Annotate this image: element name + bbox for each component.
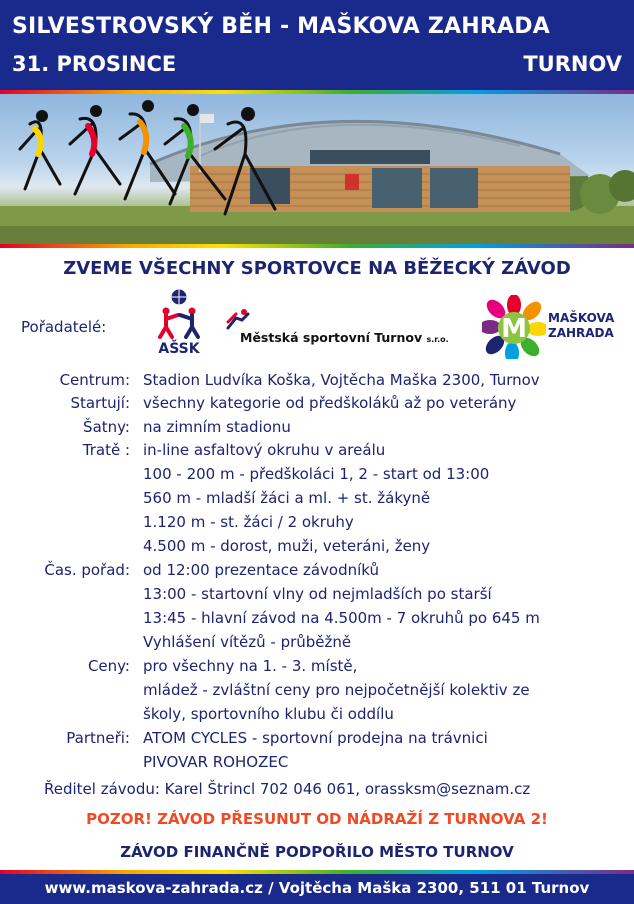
trate-line-4: 1.120 m - st. žáci / 2 okruhy (143, 513, 354, 531)
ceny-line-3: školy, sportovního klubu či oddílu (143, 705, 394, 723)
organizers-label: Pořadatelé: (21, 318, 107, 336)
stadium-illustration (0, 94, 634, 244)
centrum-value: Stadion Ludvíka Koška, Vojtěcha Maška 2300, Turnov (143, 371, 540, 389)
startuji-label: Startují: (70, 394, 130, 412)
trate-line-5: 4.500 m - dorost, muži, veteráni, ženy (143, 537, 431, 555)
event-title: SILVESTROVSKÝ BĚH - MAŠKOVA ZAHRADA (12, 14, 550, 39)
maskova-zahrada-name (548, 311, 614, 341)
casovy-line-1: od 12:00 prezentace závodníků (143, 561, 380, 579)
header-banner (0, 0, 634, 90)
mz-letter: M (501, 314, 527, 344)
assk-logo (156, 287, 202, 357)
trate-label: Tratě : (82, 441, 130, 459)
maskova-zahrada-logo (482, 295, 622, 359)
casovy-line-3: 13:45 - hlavní závod na 4.500m - 7 okruhů po 645 m (143, 609, 540, 627)
event-town: TURNOV (523, 52, 622, 76)
partneri-line-1: ATOM CYCLES - sportovní prodejna na trávnici (143, 729, 488, 747)
startuji-value: všechny kategorie od předškoláků až po veterány (143, 394, 517, 412)
satny-value: na zimním stadionu (143, 418, 291, 436)
satny-label: Šatny: (83, 418, 130, 436)
casovy-label: Čas. pořad: (44, 561, 130, 579)
rainbow-stripe-photo (0, 244, 634, 248)
trate-line-1: in-line asfaltový okruhu v areálu (143, 441, 386, 459)
mst-name: Městská sportovní Turnov (240, 330, 423, 345)
assk-logo-text: AŠSK (158, 341, 200, 357)
assk-figures-icon (156, 287, 202, 339)
funding-note: ZÁVOD FINANČNĚ PODPOŘILO MĚSTO TURNOV (120, 843, 514, 861)
trate-line-3: 560 m - mladší žáci a ml. + st. žákyně (143, 489, 431, 507)
mz-line-2: ZAHRADA (548, 326, 614, 340)
maskova-zahrada-flower-icon (482, 295, 546, 359)
casovy-line-4: Vyhlášení vítězů - průběžně (143, 633, 352, 651)
main-headline: ZVEME VŠECHNY SPORTOVCE NA BĚŽECKÝ ZÁVOD (63, 258, 571, 279)
race-director: Ředitel závodu: Karel Štrincl 702 046 061, orassksm@seznam.cz (44, 780, 531, 798)
ceny-line-1: pro všechny na 1. - 3. místě, (143, 657, 358, 675)
mst-logo (226, 308, 466, 348)
footer-bar (0, 874, 634, 904)
mz-line-1: MAŠKOVA (548, 311, 615, 325)
ceny-label: Ceny: (87, 657, 130, 675)
relocation-warning: POZOR! ZÁVOD PŘESUNUT OD NÁDRAŽÍ Z TURNOVA 2! (86, 810, 548, 828)
centrum-label: Centrum: (59, 371, 130, 389)
stadium-photo (0, 94, 634, 244)
mst-suffix: s.r.o. (426, 335, 449, 344)
trate-line-2: 100 - 200 m - předškoláci 1, 2 - start od 13:00 (143, 465, 490, 483)
partneri-label: Partneři: (66, 729, 130, 747)
footer-contact[interactable]: www.maskova-zahrada.cz / Vojtěcha Maška 2300, 511 01 Turnov (44, 879, 590, 897)
mst-swimmer-icon (226, 308, 250, 330)
event-date: 31. PROSINCE (12, 52, 177, 76)
ceny-line-2: mládež - zvláštní ceny pro nejpočetnější kolektiv ze (143, 681, 530, 699)
partneri-line-2: PIVOVAR ROHOZEC (143, 753, 289, 771)
casovy-line-2: 13:00 - startovní vlny od nejmladších po starší (143, 585, 492, 603)
mst-logo-text (240, 330, 449, 345)
